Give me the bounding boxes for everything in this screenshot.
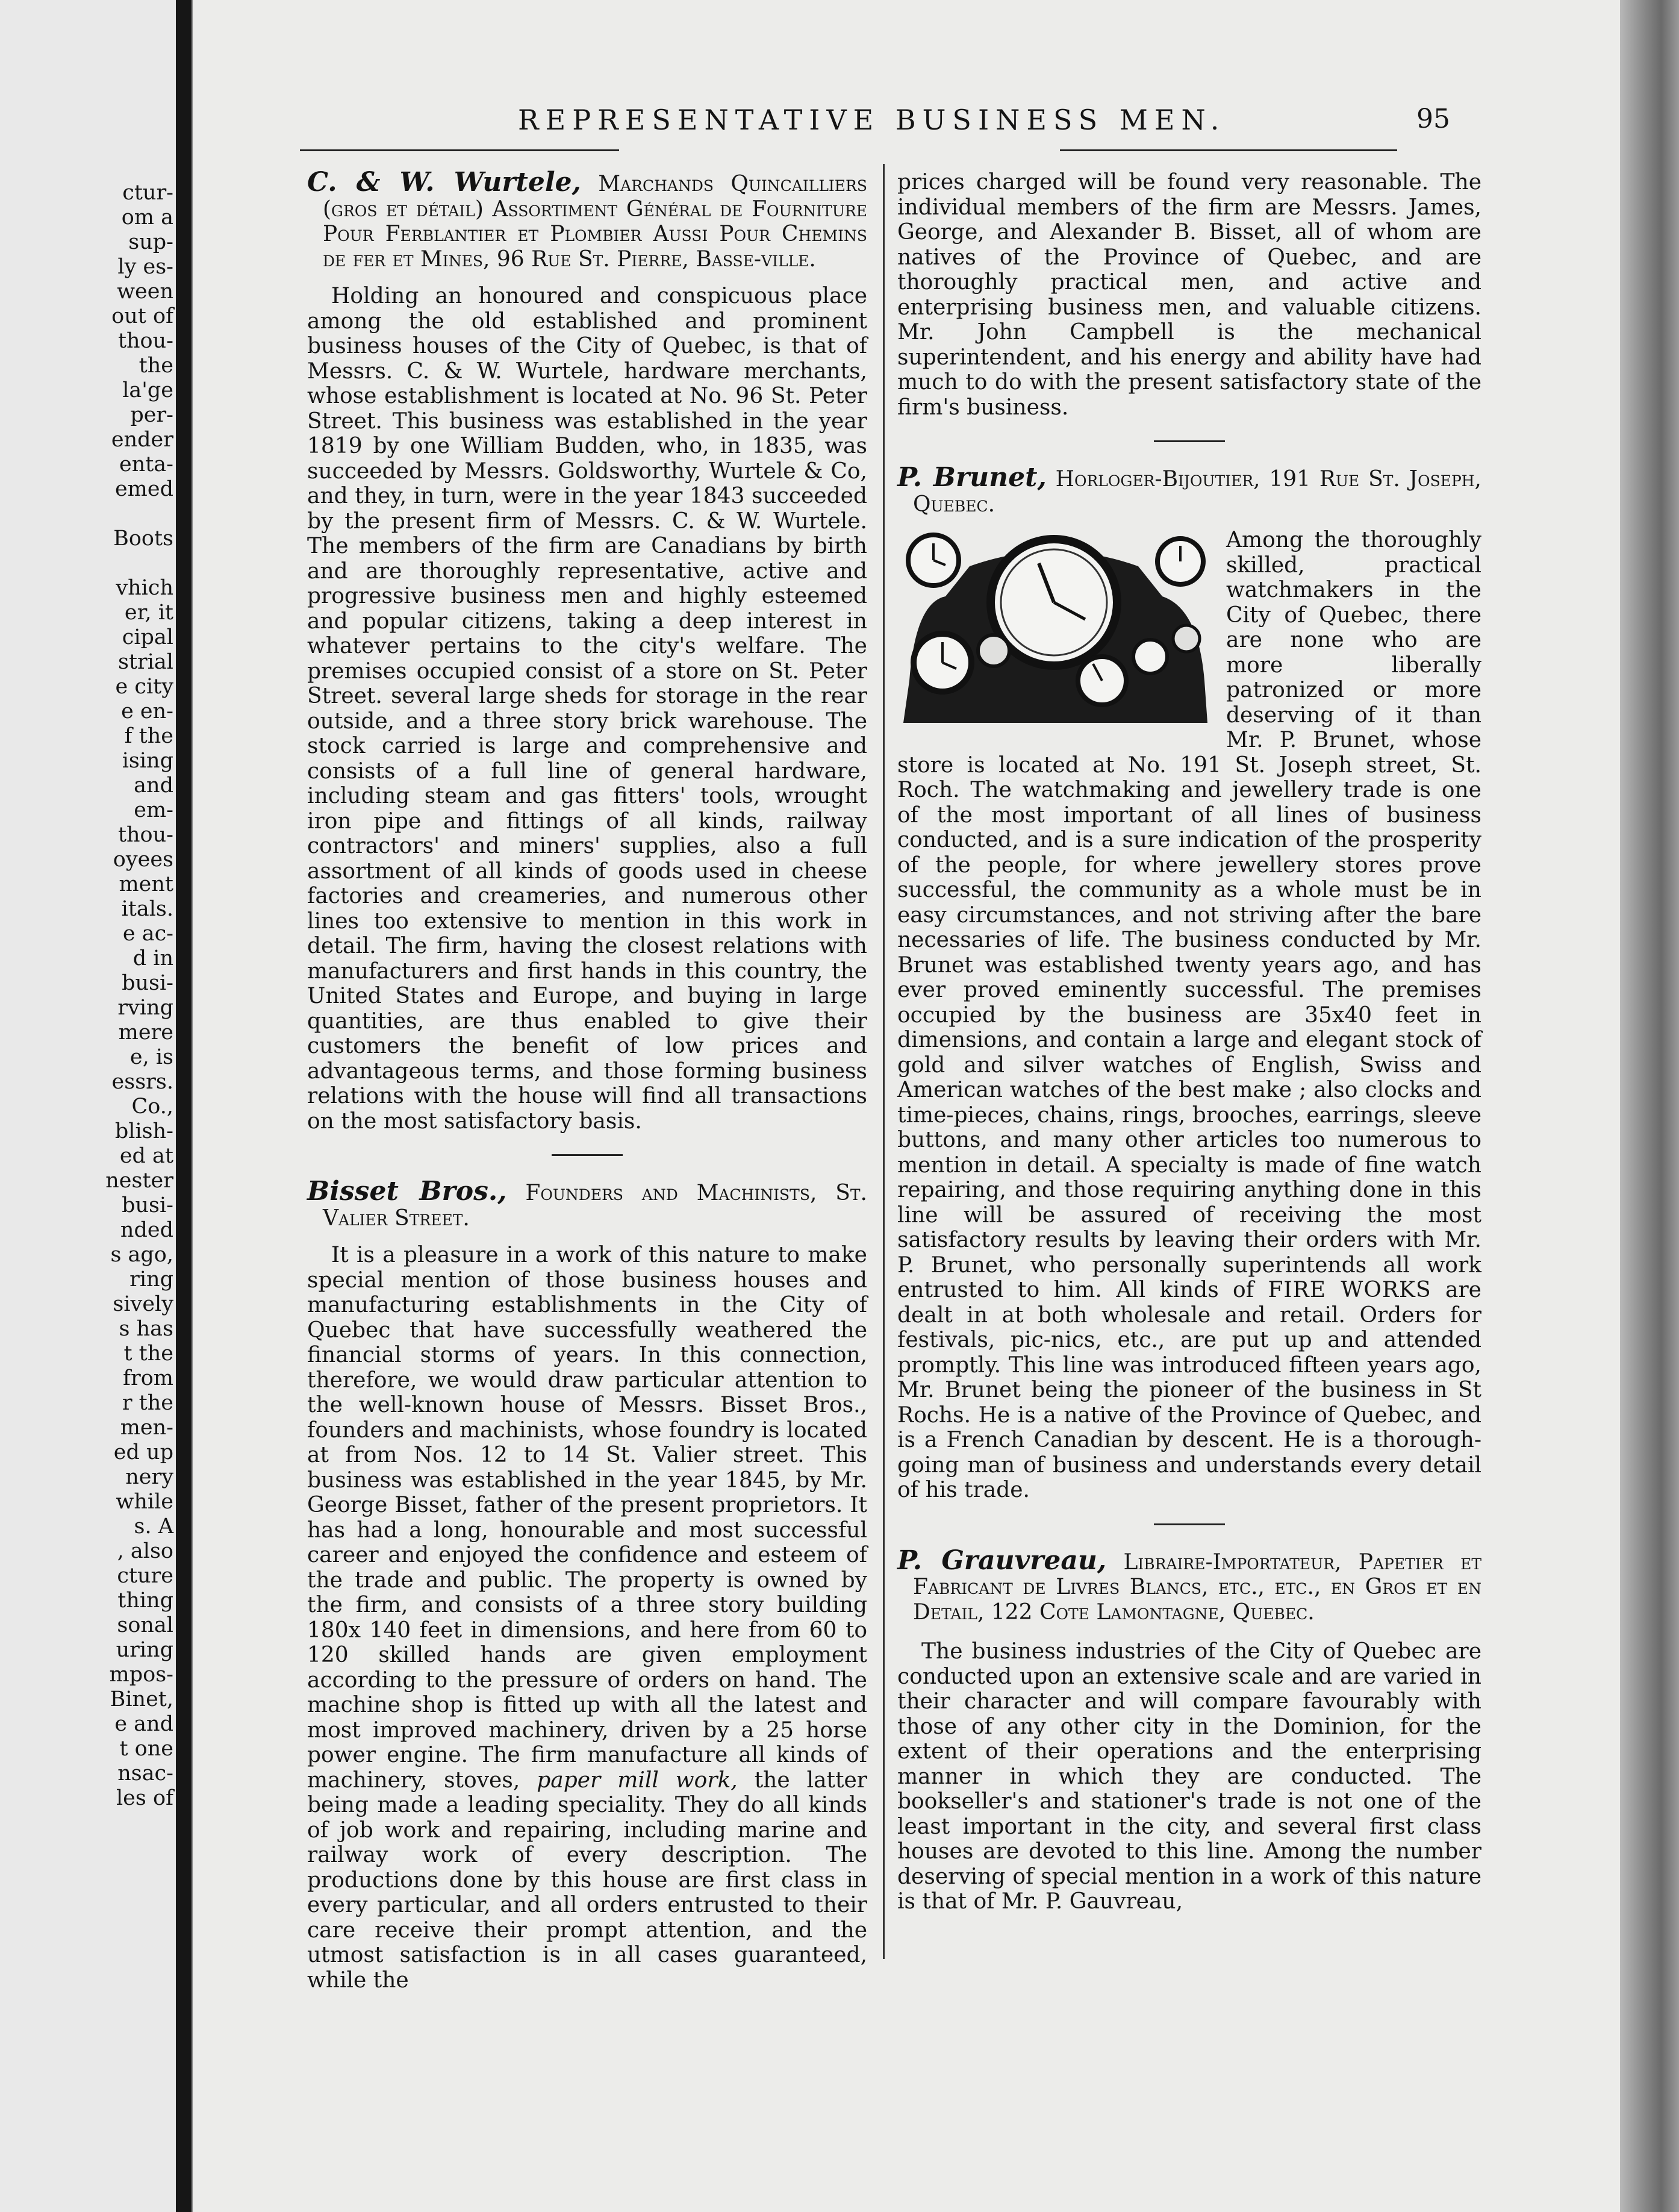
body-text: It is a pleasure in a work of this nature to make special mention of those business houses and manufacturing establishments in the City of Quebec that have successfully weathered the financial storms of years. In this connection, therefore, we would draw particular attention to the well-known house of Messrs. Bisset Bros., founders and machinists, whose foundry is located at from Nos. 12 to 14 St. Valier street. This business was established in the year 1845, by Mr. George Bisset, father of the present proprietors. It has had a long, honourable and most successful career and enjoyed the confidence and esteem of the trade and public. The property is owned by the firm, and consists of a three story building 180x 140 feet in dimensions, and here from 60 to 120 skilled hands are given employment according to the pressure of orders on hand. The machine shop is fitted up with all the latest and most improved machinery, driven by a 25 horse power engine. The firm manufacture all kinds of machinery, stoves, xyxy=(307,1243,867,1793)
fragment-line: nester xyxy=(105,1169,173,1193)
fragment-line: ctur- xyxy=(122,181,173,205)
page-number: 95 xyxy=(1416,104,1450,134)
fragment-line: e ac- xyxy=(122,922,173,946)
fragment-line: per- xyxy=(130,403,173,427)
entry-body-wurtele: Holding an honoured and conspicuous place among the old established and prominent business houses of the City of Quebec, is that of Messrs. C. & W. Wurtele, hardware merchants, whose establishment is located at No. 96 St. Peter Street. This business was established in the year 1819 by one William Budden, who, in 1835, was succeeded by Messrs. Goldsworthy, Wurtele & Co, and they, in turn, were in the year 1843 succeeded by the present firm of Messrs. C. & W. Wurtele. The members of the firm are Canadians by birth and are thoroughly representative, active and progressive business men and highly esteemed and popular citizens, taking a deep interest in whatever pertains to the city's welfare. The premises occupied consist of a store on St. Peter Street. several large sheds for storage in the rear outside, and a three story brick warehouse. The stock carried is large and comprehensive and consists of a full line of general hardware, including steam and gas fitters' tools, wrought iron pipe and fittings of all kinds, railway contractors' and miners' supplies, also a full assortment of all kinds of goods used in cheese factories and creameries, and numerous other lines too extensive to mention in this work in detail. The firm, having the closest relations with manufacturers and first hands in this country, the United States and Europe, and buying in large quantities, are thus enabled to give their customers the benefit of low prices and advantageous terms, and those forming business relations with the house will find all transactions on the most satisfactory basis. xyxy=(307,284,867,1134)
entry-body-brunet xyxy=(897,528,1481,1503)
fragment-line: ment xyxy=(119,872,173,896)
fragment-line: s ago, xyxy=(110,1243,173,1267)
fragment-line: ween xyxy=(117,280,173,304)
fragment-line: and xyxy=(134,773,173,798)
fragment-line: sup- xyxy=(128,230,173,254)
fragment-line: thing xyxy=(117,1589,173,1613)
fragment-line: e city xyxy=(115,675,173,699)
fragment-line: while xyxy=(116,1490,173,1514)
fragment-line: nery xyxy=(125,1465,173,1489)
fragment-line: enta- xyxy=(119,452,173,476)
fragment-line: t the xyxy=(123,1342,173,1366)
entry-heading-bisset xyxy=(307,1176,867,1231)
fragment-line: e en- xyxy=(121,699,173,723)
firm-name: P. Brunet, xyxy=(897,462,1047,493)
head-rule-left xyxy=(300,149,619,151)
fragment-line: nsac- xyxy=(117,1761,173,1786)
fragment-line: s has xyxy=(119,1317,173,1341)
entry-body-bisset xyxy=(307,1243,867,1993)
fragment-line: la'ge xyxy=(122,378,173,402)
fragment-line: d in xyxy=(132,946,173,970)
fragment-line: ising xyxy=(122,749,173,773)
fragment-line: f the xyxy=(124,724,173,748)
fragment-line: thou- xyxy=(117,329,173,353)
fragment-line: cture xyxy=(117,1564,173,1588)
section-divider xyxy=(1154,1523,1225,1525)
fragment-line: busi- xyxy=(122,1193,173,1217)
fragment-line: t one xyxy=(119,1737,173,1761)
fragment-line: blish- xyxy=(114,1119,173,1143)
fragment-line: mere xyxy=(118,1020,173,1045)
firm-name: Bisset Bros., xyxy=(307,1176,507,1207)
fragment-line: cipal xyxy=(122,625,173,649)
section-divider xyxy=(552,1154,623,1156)
fragment-line: ender xyxy=(111,428,173,452)
fragment-line: em- xyxy=(134,798,173,822)
body-emphasis: paper mill work, xyxy=(537,1767,738,1793)
fragment-line: ring xyxy=(129,1267,173,1292)
firm-descriptor: Horloger-Bijoutier, 191 Rue St. Joseph, Quebec. xyxy=(913,467,1482,517)
left-column xyxy=(307,167,868,1993)
fragment-line: ed at xyxy=(119,1144,173,1168)
right-column xyxy=(897,170,1481,1914)
body-caps: FIRE WORKS xyxy=(1268,1278,1431,1302)
firm-descriptor: Founders and Machinists, St. Valier Street. xyxy=(323,1181,867,1231)
fragment-line: the xyxy=(139,354,173,378)
fragment-line: oyees xyxy=(113,848,173,872)
fragment-line: uring xyxy=(116,1638,173,1662)
fragment-line: essrs. xyxy=(111,1070,173,1094)
fragment-line: les of xyxy=(116,1786,173,1810)
body-text: the latter being made a leading speciality. They do all kinds of job work and repairing, including marine and railway work of every description. The productions done by this house are first class in every particular, and all orders entrusted to their care receive their prompt attention, and the utmost satisfaction is in all cases guaranteed, while the xyxy=(307,1767,868,1993)
entry-body-gauvreau: The business industries of the City of Quebec are conducted upon an extensive scale and are varied in their character and will compare favourably with those of any other city in the Dominion, for the extent of their operations and the enterprising manner in which they are conducted. The bookseller's and stationer's trade is not one of the least important in the city, and several first class houses are devoted to this line. Among the number deserving of special mention in a work of this nature is that of Mr. P. Gauvreau, xyxy=(897,1639,1481,1914)
fragment-line: sonal xyxy=(117,1613,173,1637)
running-head: REPRESENTATIVE BUSINESS MEN. xyxy=(518,104,1226,136)
body-text: Among the thoroughly skilled, practical watchmakers in the City of Quebec, there are none who are more liberally patronized or more deserving of it than Mr. P. Brunet, whose store is located at No. 191 St. Joseph street, St. Roch. The watchmaking and jewellery trade is one of the most important of all lines of business conducted, and is a sure indication of the prosperity of the people, for where jewellery stores prove successful, the community as a whole must be in easy circumstances, and not striving after the bare necessaries of life. The business conducted by Mr. Brunet was established twenty years ago, and has ever proved eminently successful. The premises occupied by the business are 35x40 feet in dimensions, and contain a large and elegant stock of gold and silver watches of English, Swiss and American watches of the best make ; also clocks and time-pieces, chains, rings, brooches, earrings, sleeve buttons, and many other articles too numerous to mention in detail. A specialty is made of fine watch repairing, and those requiring anything done in this line will be assured of receiving the most satisfactory results by leaving their orders with Mr. P. Brunet, who personally superintends all work entrusted to him. All kinds of xyxy=(897,528,1481,1302)
clocks-illustration xyxy=(897,530,1210,729)
fragment-line: Binet, xyxy=(110,1687,173,1711)
fragment-line: sively xyxy=(113,1292,173,1316)
fragment-line: s. A xyxy=(134,1514,173,1539)
fragment-line: nded xyxy=(120,1218,173,1242)
firm-descriptor: Libraire-Importateur, Papetier et Fabricant de Livres Blancs, etc., etc., en Gros et en Detail, 122 Cote Lamontagne, Quebec. xyxy=(913,1549,1482,1625)
head-rule-right xyxy=(1060,149,1397,151)
fragment-line: , also xyxy=(117,1539,173,1563)
entry-heading-gauvreau xyxy=(897,1545,1482,1625)
fragment-line: om a xyxy=(121,205,173,230)
fragment-line: ed up xyxy=(113,1440,173,1464)
fragment-line: emed xyxy=(114,477,173,501)
fragment-line: out of xyxy=(111,304,173,328)
fragment-line: strial xyxy=(117,650,173,674)
firm-name: C. & W. Wurtele, xyxy=(307,167,581,198)
fragment-line: rving xyxy=(117,996,173,1020)
fragment-line: mpos- xyxy=(109,1663,173,1687)
fragment-line: e and xyxy=(114,1712,173,1736)
fragment-line: busi- xyxy=(122,971,173,995)
entry-heading-brunet xyxy=(897,462,1482,517)
fragment-line: er, it xyxy=(124,601,173,625)
firm-descriptor: Marchands Quincailliers (gros et détail) Assortiment Général de Fourniture Pour Ferblantier et Plombier Aussi Pour Chemins de fer et Mines, 96 Rue St. Pierre, Basse-ville. xyxy=(323,172,867,272)
previous-page-fragment xyxy=(0,0,176,2212)
fragment-line: men- xyxy=(120,1416,173,1440)
section-divider xyxy=(1154,440,1225,442)
fragment-line: vhich xyxy=(116,576,173,600)
page-95 xyxy=(192,0,1621,2212)
fragment-line: thou- xyxy=(117,823,173,847)
fragment-line: ly es- xyxy=(117,255,173,279)
fragment-line: itals. xyxy=(121,897,173,921)
entry-continuation-bisset: prices charged will be found very reasonable. The individual members of the firm are Messrs. James, George, and Alexander B. Bisset, all of whom are natives of the Province of Quebec, and are thoroughly practical men, and active and enterprising business men, and valuable citizens. Mr. John Campbell is the mechanical superintendent, and his energy and ability have had much to do with the present satisfactory state of the firm's business. xyxy=(897,170,1481,420)
fragment-line: r the xyxy=(122,1391,173,1415)
page-edge-shadow xyxy=(1620,0,1679,2212)
fragment-line: from xyxy=(123,1366,173,1390)
fragment-line: e, is xyxy=(129,1045,173,1069)
entry-heading-wurtele xyxy=(307,167,867,272)
body-text: are dealt in at both wholesale and retail. Orders for festivals, pic-nics, etc., are put up and attended promptly. This line was introduced fifteen years ago, Mr. Brunet being the pioneer of the business in St Rochs. He is a native of the Province of Quebec, and is a French Canadian by descent. He is a thorough-going man of business and understands every detail of his trade. xyxy=(897,1278,1481,1502)
firm-name: P. Grauvreau, xyxy=(897,1545,1107,1576)
column-rule xyxy=(883,164,885,1959)
fragment-line: Co., xyxy=(131,1095,173,1119)
fragment-line: Boots xyxy=(113,526,173,551)
book-gutter xyxy=(176,0,192,2212)
